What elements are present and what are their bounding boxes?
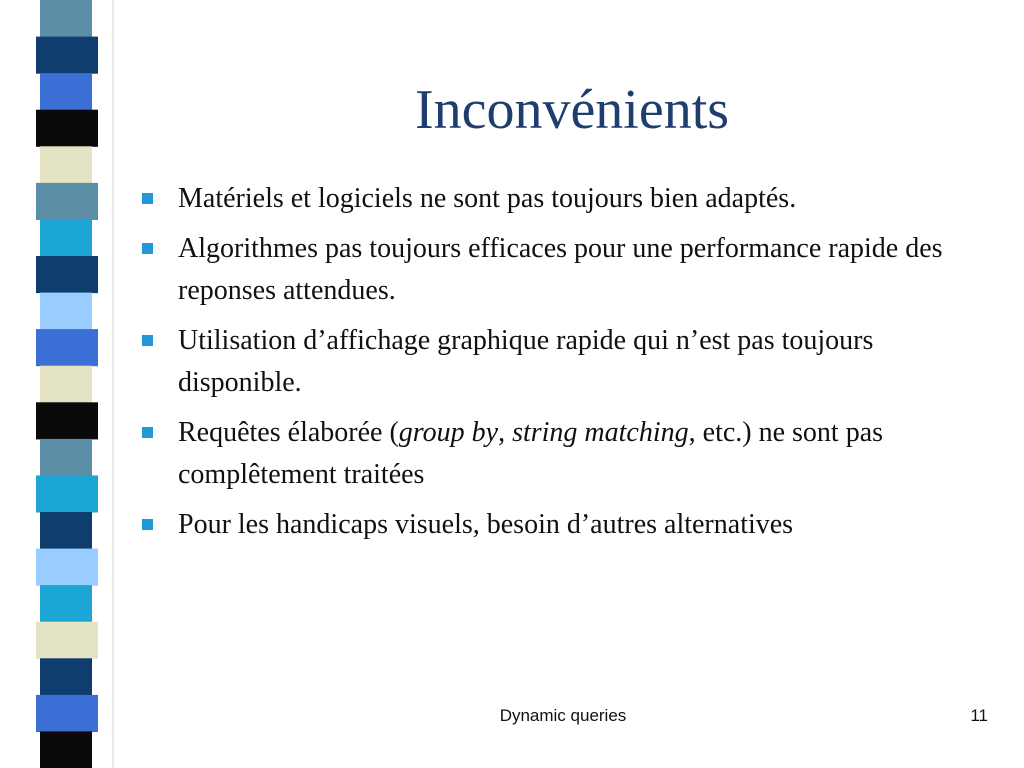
stripe-band bbox=[36, 37, 98, 74]
stripe-band bbox=[36, 549, 98, 586]
stripe-band bbox=[40, 73, 92, 110]
slide-title: Inconvénients bbox=[414, 79, 730, 141]
bullet-square-icon bbox=[142, 335, 153, 346]
bullet-square-icon bbox=[142, 193, 153, 204]
stripe-band bbox=[40, 439, 92, 476]
bullet-text-segment: Requêtes élaborée ( bbox=[178, 417, 399, 448]
bullet-text-segment: , bbox=[498, 417, 513, 448]
stripe-band bbox=[40, 293, 92, 330]
stripe-band bbox=[36, 256, 98, 293]
bullet-square-icon bbox=[142, 427, 153, 438]
bullet-item bbox=[140, 504, 1000, 546]
bullet-text-segment: Utilisation d’affichage graphique rapide qui n’est pas toujours disponible. bbox=[178, 325, 874, 398]
bullet-square-icon bbox=[142, 243, 153, 254]
bullet-text-segment: , etc.) ne sont pas complêtement traitées bbox=[178, 417, 884, 490]
stripe-band bbox=[36, 329, 98, 366]
stripe-band bbox=[36, 695, 98, 732]
stripe-band bbox=[36, 402, 98, 439]
stripe-band bbox=[36, 622, 98, 659]
bullet-text bbox=[178, 417, 883, 490]
bullet-list bbox=[140, 178, 1000, 554]
stripe-band bbox=[36, 183, 98, 220]
stripe-band bbox=[40, 146, 92, 183]
stripe-band bbox=[40, 366, 92, 403]
footer-title: Dynamic queries bbox=[499, 706, 627, 725]
bullet-text bbox=[178, 233, 943, 306]
stripe-band bbox=[36, 110, 98, 147]
bullet-square-icon bbox=[142, 519, 153, 530]
bullet-text bbox=[178, 509, 793, 540]
page-number: 11 bbox=[970, 706, 988, 725]
stripe-band bbox=[40, 512, 92, 549]
stripe-band bbox=[36, 475, 98, 512]
bullet-text bbox=[178, 183, 796, 214]
stripe-band bbox=[40, 0, 92, 37]
bullet-item bbox=[140, 320, 1000, 404]
bullet-text-segment: Matériels et logiciels ne sont pas toujours bien adaptés. bbox=[178, 183, 797, 214]
bullet-item bbox=[140, 412, 1000, 496]
stripe-band bbox=[40, 731, 92, 768]
bullet-text-segment: Pour les handicaps visuels, besoin d’autres alternatives bbox=[178, 509, 794, 540]
bullet-text-segment: Algorithmes pas toujours efficaces pour une performance rapide des reponses attendues. bbox=[178, 233, 943, 306]
bullet-item bbox=[140, 228, 1000, 312]
stripe-band bbox=[40, 658, 92, 695]
bullet-item bbox=[140, 178, 1000, 220]
stripe-band bbox=[40, 585, 92, 622]
bullet-text bbox=[178, 325, 873, 398]
stripe-pattern bbox=[0, 0, 120, 768]
bullet-text-italic: group by bbox=[398, 417, 499, 448]
stripe-band bbox=[40, 219, 92, 256]
decorative-stripe-column bbox=[0, 0, 120, 768]
bullet-text-italic: string matching bbox=[512, 417, 689, 448]
